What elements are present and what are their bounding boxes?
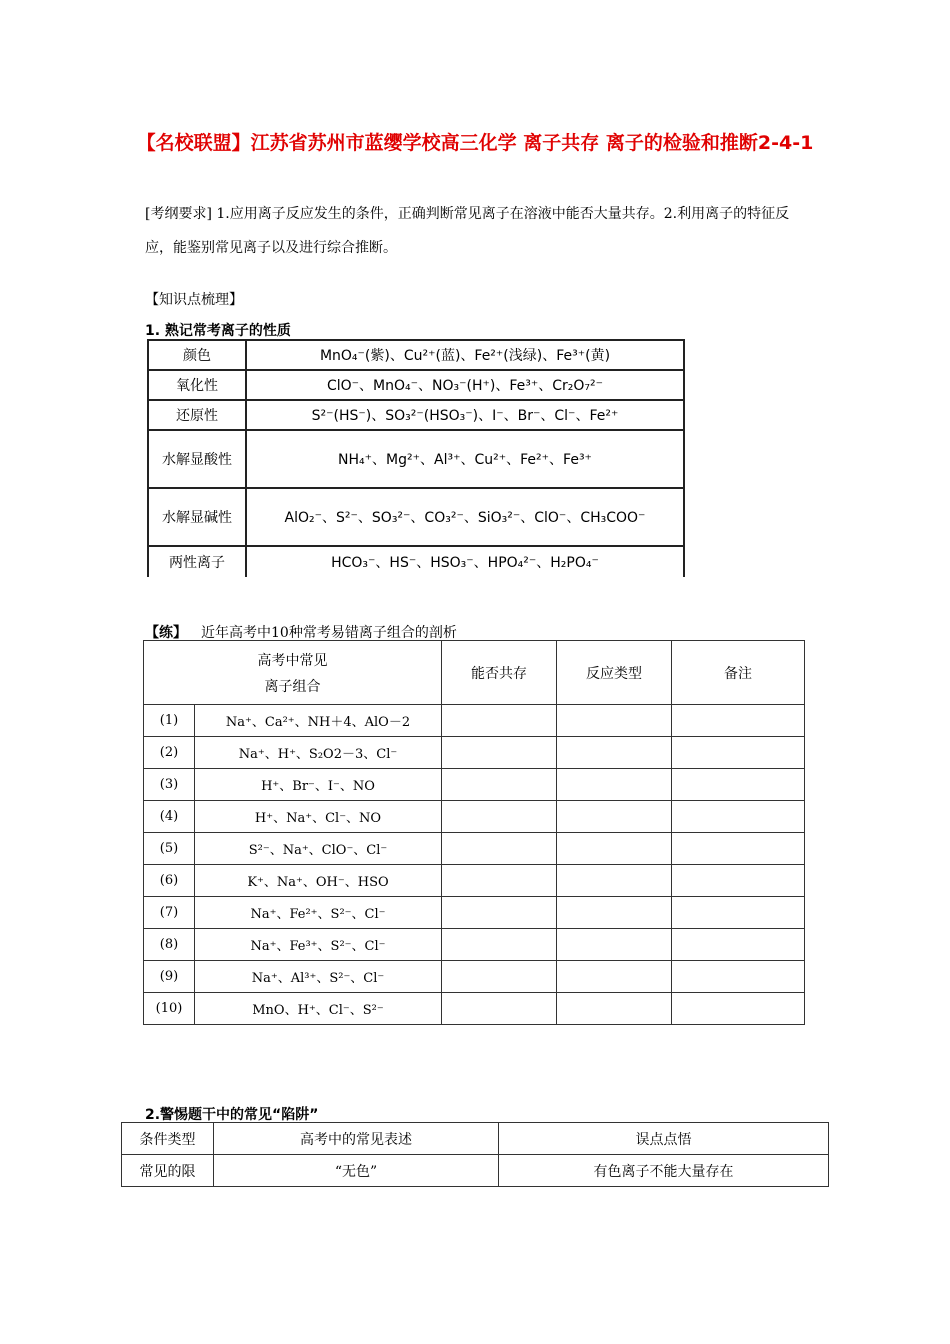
coexist-cell[interactable]: [442, 865, 557, 897]
row-number: (3): [144, 769, 195, 801]
coexist-cell[interactable]: [442, 833, 557, 865]
practice-row: [144, 993, 805, 1025]
traps-header-cell: 条件类型: [122, 1123, 214, 1155]
ion-group: Na⁺、Fe³⁺、S²⁻、Cl⁻: [195, 929, 442, 961]
ion-group: H⁺、Na⁺、Cl⁻、NO: [195, 801, 442, 833]
coexist-cell[interactable]: [442, 993, 557, 1025]
note-cell[interactable]: [672, 801, 805, 833]
sub-heading: 1. 熟记常考离子的性质: [145, 323, 291, 339]
property-row: [148, 400, 684, 430]
coexist-cell[interactable]: [442, 961, 557, 993]
property-key: 水解显酸性: [148, 430, 246, 488]
property-key: 两性离子: [148, 546, 246, 577]
practice-row: [144, 769, 805, 801]
ion-group: Na⁺、Ca²⁺、NH＋4、AlO－2: [195, 705, 442, 737]
header-note: 备注: [672, 641, 805, 705]
note-cell[interactable]: [672, 993, 805, 1025]
row-number: (9): [144, 961, 195, 993]
document-title: 【名校联盟】江苏省苏州市蓝缨学校高三化学 离子共存 离子的检验和推断2-4-1: [136, 132, 814, 154]
traps-header-row: [122, 1123, 829, 1155]
ion-group: K⁺、Na⁺、OH⁻、HSO: [195, 865, 442, 897]
property-row: [148, 488, 684, 546]
header-line: 高考中常见: [257, 652, 328, 669]
practice-caption: [145, 622, 457, 642]
reaction-type-cell[interactable]: [557, 897, 672, 929]
reaction-type-cell[interactable]: [557, 833, 672, 865]
ion-group: MnO、H⁺、Cl⁻、S²⁻: [195, 993, 442, 1025]
reaction-type-cell[interactable]: [557, 865, 672, 897]
note-cell[interactable]: [672, 705, 805, 737]
practice-row: [144, 833, 805, 865]
coexist-cell[interactable]: [442, 737, 557, 769]
coexist-cell[interactable]: [442, 801, 557, 833]
practice-table: [143, 640, 805, 1025]
traps-header-cell: 误点点悟: [499, 1123, 829, 1155]
traps-header-cell: 高考中的常见表述: [214, 1123, 499, 1155]
property-value: NH₄⁺、Mg²⁺、Al³⁺、Cu²⁺、Fe²⁺、Fe³⁺: [246, 430, 684, 488]
row-number: (7): [144, 897, 195, 929]
note-cell[interactable]: [672, 737, 805, 769]
coexist-cell[interactable]: [442, 705, 557, 737]
property-row: [148, 430, 684, 488]
section2-heading: [145, 1104, 318, 1124]
section-heading: 【知识点梳理】: [145, 292, 243, 308]
reaction-type-cell[interactable]: [557, 929, 672, 961]
reaction-type-cell[interactable]: [557, 705, 672, 737]
property-row: [148, 340, 684, 370]
practice-row: [144, 801, 805, 833]
traps-table: [121, 1122, 829, 1187]
row-number: (5): [144, 833, 195, 865]
property-row: [148, 370, 684, 400]
practice-header-row: [144, 641, 805, 705]
practice-row: [144, 897, 805, 929]
property-value: AlO₂⁻、S²⁻、SO₃²⁻、CO₃²⁻、SiO₃²⁻、ClO⁻、CH₃COO⁻: [246, 488, 684, 546]
ion-group: S²⁻、Na⁺、ClO⁻、Cl⁻: [195, 833, 442, 865]
traps-cell: 有色离子不能大量存在: [499, 1155, 829, 1187]
practice-row: [144, 737, 805, 769]
practice-row: [144, 929, 805, 961]
header-ion-group: [144, 641, 442, 705]
ion-properties-table: [147, 339, 685, 577]
row-number: (8): [144, 929, 195, 961]
property-key: 还原性: [148, 400, 246, 430]
reaction-type-cell[interactable]: [557, 801, 672, 833]
header-reaction-type: 反应类型: [557, 641, 672, 705]
note-cell[interactable]: [672, 929, 805, 961]
row-number: (1): [144, 705, 195, 737]
practice-row: [144, 705, 805, 737]
reaction-type-cell[interactable]: [557, 769, 672, 801]
property-value: HCO₃⁻、HS⁻、HSO₃⁻、HPO₄²⁻、H₂PO₄⁻: [246, 546, 684, 577]
note-cell[interactable]: [672, 961, 805, 993]
exam-requirements: [考纲要求] 1.应用离子反应发生的条件，正确判断常见离子在溶液中能否大量共存。2.利用离子的特征反应，能鉴别常见离子以及进行综合推断。: [145, 206, 790, 256]
traps-cell: “无色”: [214, 1155, 499, 1187]
row-number: (6): [144, 865, 195, 897]
reaction-type-cell[interactable]: [557, 993, 672, 1025]
traps-row: [122, 1155, 829, 1187]
row-number: (4): [144, 801, 195, 833]
property-key: 水解显碱性: [148, 488, 246, 546]
header-line: 离子组合: [264, 678, 321, 695]
practice-caption-text: 近年高考中10种常考易错离子组合的剖析: [201, 625, 457, 641]
coexist-cell[interactable]: [442, 897, 557, 929]
section2-heading-text: 2.警惕题干中的常见“陷阱”: [145, 1107, 319, 1123]
property-row: [148, 546, 684, 577]
property-value: S²⁻(HS⁻)、SO₃²⁻(HSO₃⁻)、I⁻、Br⁻、Cl⁻、Fe²⁺: [246, 400, 684, 430]
note-cell[interactable]: [672, 769, 805, 801]
note-cell[interactable]: [672, 833, 805, 865]
row-number: (2): [144, 737, 195, 769]
ion-group: Na⁺、Fe²⁺、S²⁻、Cl⁻: [195, 897, 442, 929]
note-cell[interactable]: [672, 897, 805, 929]
ion-group: Na⁺、H⁺、S₂O2－3、Cl⁻: [195, 737, 442, 769]
coexist-cell[interactable]: [442, 929, 557, 961]
ion-group: Na⁺、Al³⁺、S²⁻、Cl⁻: [195, 961, 442, 993]
row-number: (10): [144, 993, 195, 1025]
practice-label: 【练】: [145, 625, 187, 641]
property-value: MnO₄⁻(紫)、Cu²⁺(蓝)、Fe²⁺(浅绿)、Fe³⁺(黄): [246, 340, 684, 370]
note-cell[interactable]: [672, 865, 805, 897]
reaction-type-cell[interactable]: [557, 737, 672, 769]
practice-row: [144, 865, 805, 897]
reaction-type-cell[interactable]: [557, 961, 672, 993]
header-coexist: 能否共存: [442, 641, 557, 705]
traps-cell: 常见的限: [122, 1155, 214, 1187]
coexist-cell[interactable]: [442, 769, 557, 801]
ion-group: H⁺、Br⁻、I⁻、NO: [195, 769, 442, 801]
property-key: 颜色: [148, 340, 246, 370]
property-key: 氧化性: [148, 370, 246, 400]
property-value: ClO⁻、MnO₄⁻、NO₃⁻(H⁺)、Fe³⁺、Cr₂O₇²⁻: [246, 370, 684, 400]
practice-row: [144, 961, 805, 993]
